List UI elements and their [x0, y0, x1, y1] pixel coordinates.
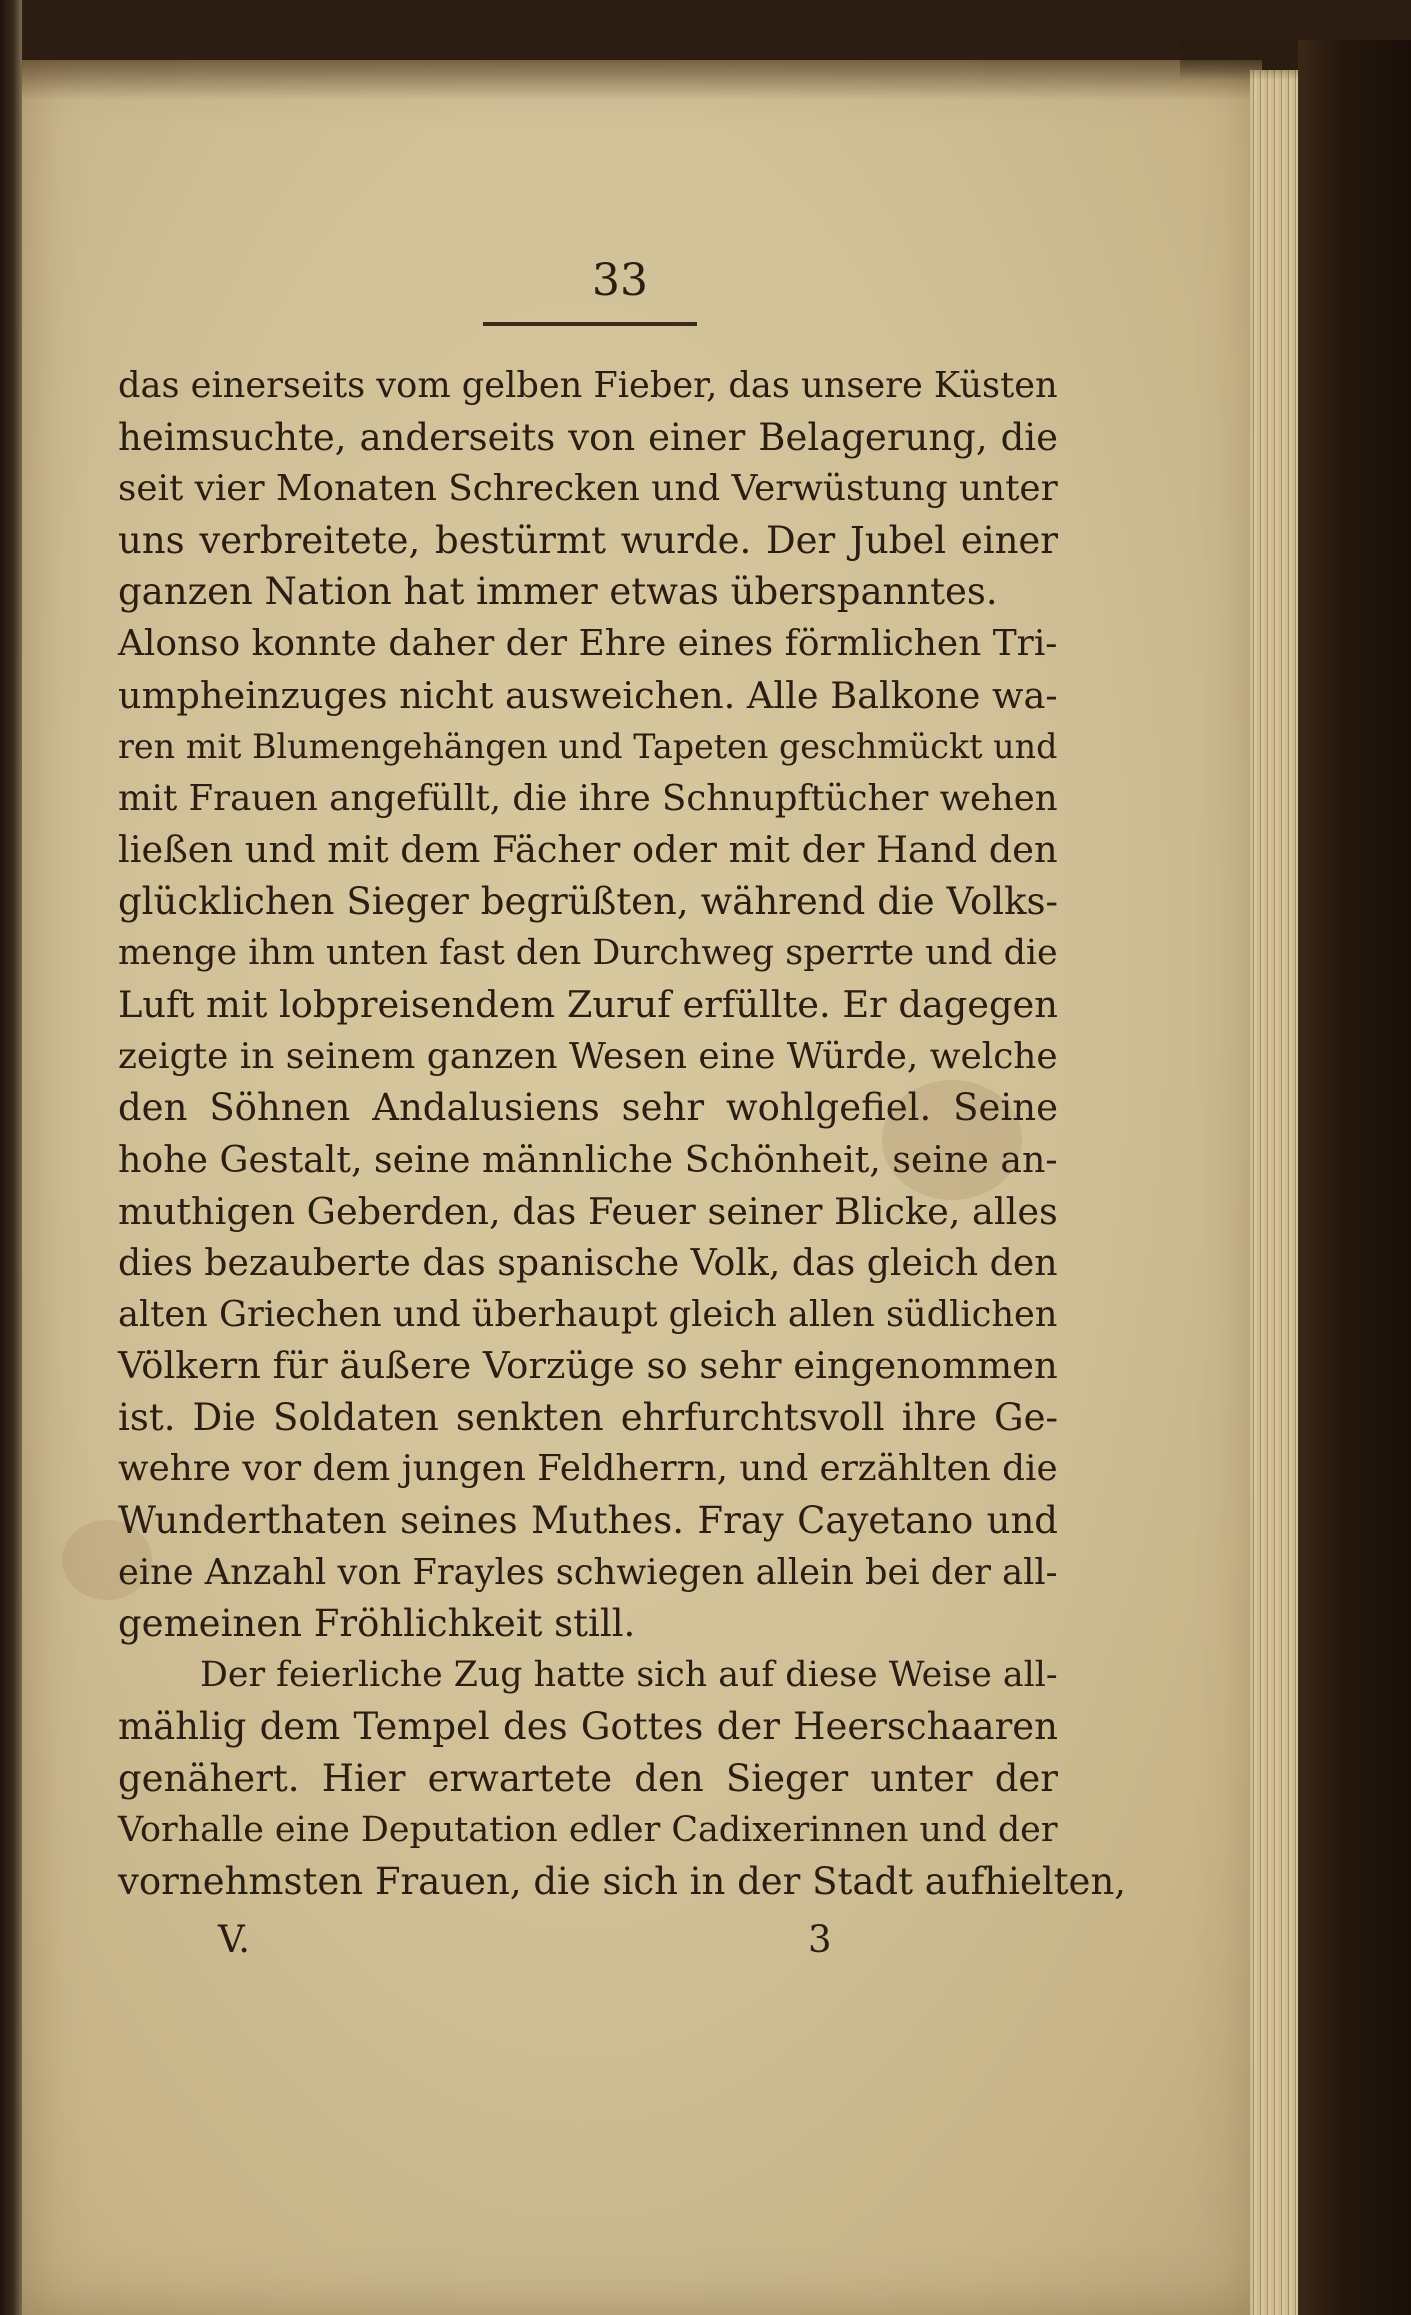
text-line: heimsuchte, anderseits von einer Belagerung, die	[118, 415, 1058, 459]
text-line: glücklichen Sieger begrüßten, während die Volks-	[118, 879, 1058, 923]
page-edges	[1250, 70, 1298, 2315]
text-line: Alonso konnte daher der Ehre eines förmlichen Tri-	[118, 622, 1058, 664]
text-line: wehre vor dem jungen Feldherrn, und erzählten die	[118, 1448, 1058, 1490]
text-line: das einerseits vom gelben Fieber, das unsere Küsten	[118, 365, 1058, 406]
text-line: den Söhnen Andalusiens sehr wohlgefiel. Seine	[118, 1086, 1058, 1130]
text-line: eine Anzahl von Frayles schwiegen allein bei der all-	[118, 1551, 1058, 1593]
text-line: seit vier Monaten Schrecken und Verwüstung unter	[118, 468, 1058, 510]
signature-mark-right: 3	[808, 1918, 832, 1961]
text-line: hohe Gestalt, seine männliche Schönheit, seine an-	[118, 1137, 1058, 1181]
text-line: uns verbreitete, bestürmt wurde. Der Jubel einer	[118, 518, 1058, 562]
page-footer	[118, 1918, 1058, 1968]
text-line: vornehmsten Frauen, die sich in der Stadt aufhielten,	[118, 1860, 1127, 1904]
signature-mark-left: V.	[218, 1918, 251, 1961]
text-line-paragraph-start: Der feierliche Zug hatte sich auf diese Weise all-	[200, 1654, 1058, 1695]
text-line: Völkern für äußere Vorzüge so sehr eingenommen	[118, 1344, 1058, 1388]
body-text	[118, 360, 1127, 1908]
page-number: 33	[592, 255, 648, 306]
page-top-shadow	[22, 60, 1262, 100]
book-cover-right	[1298, 40, 1411, 2315]
header-rule	[483, 322, 697, 326]
text-line: Luft mit lobpreisendem Zuruf erfüllte. Er dagegen	[118, 983, 1058, 1027]
text-line: ließen und mit dem Fächer oder mit der Hand den	[118, 828, 1058, 872]
text-line: alten Griechen und überhaupt gleich allen südlichen	[118, 1293, 1058, 1335]
text-line: mählig dem Tempel des Gottes der Heerschaaren	[118, 1705, 1058, 1749]
text-line: menge ihm unten fast den Durchweg sperrte und die	[118, 932, 1058, 973]
text-line: mit Frauen angefüllt, die ihre Schnupftücher wehen	[118, 777, 1058, 819]
text-line: ren mit Blumengehängen und Tapeten geschmückt und	[118, 727, 1058, 767]
text-line: ganzen Nation hat immer etwas überspanntes.	[118, 570, 998, 614]
text-line: genähert. Hier erwartete den Sieger unter der	[118, 1757, 1058, 1801]
text-line: Wunderthaten seines Muthes. Fray Cayetano und	[118, 1499, 1058, 1543]
text-line: gemeinen Fröhlichkeit still.	[118, 1602, 636, 1646]
text-line: umpheinzuges nicht ausweichen. Alle Balkone wa-	[118, 673, 1058, 717]
book-binding-left	[0, 0, 22, 2315]
cover-top-edge	[1180, 40, 1310, 80]
text-line: muthigen Geberden, das Feuer seiner Blicke, alles	[118, 1189, 1058, 1233]
text-line: ist. Die Soldaten senkten ehrfurchtsvoll ihre Ge-	[118, 1395, 1058, 1439]
text-line: dies bezauberte das spanische Volk, das gleich den	[118, 1241, 1058, 1285]
text-line: Vorhalle eine Deputation edler Cadixerinnen und der	[118, 1809, 1058, 1850]
text-line: zeigte in seinem ganzen Wesen eine Würde, welche	[118, 1035, 1058, 1077]
